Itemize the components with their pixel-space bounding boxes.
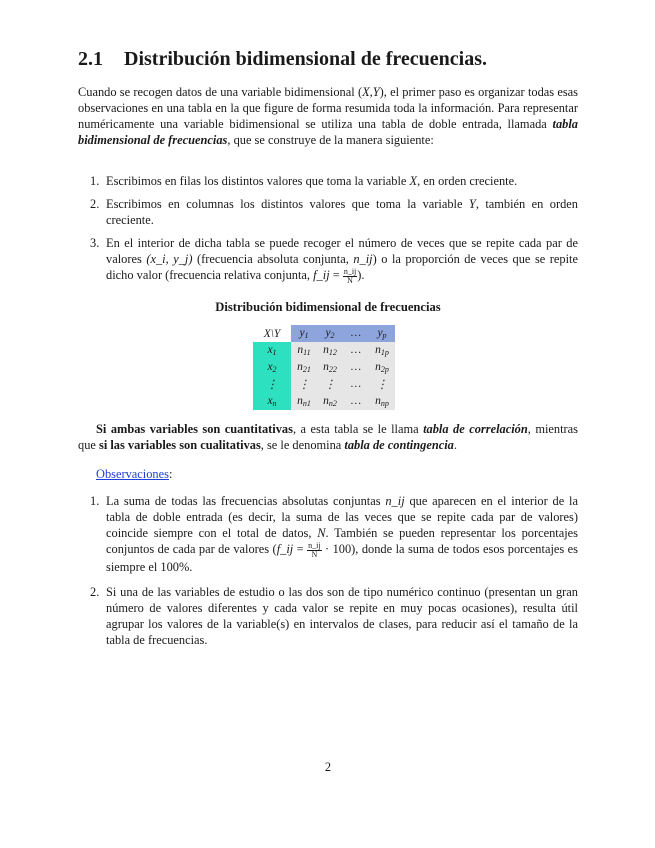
cell-base: … xyxy=(350,344,362,356)
table-cell xyxy=(343,376,369,393)
section-heading xyxy=(78,48,578,71)
cell-base: ⋮ xyxy=(324,379,336,391)
table-cell xyxy=(291,376,317,393)
row-header xyxy=(253,393,291,410)
table-caption: Distribución bidimensional de frecuencias xyxy=(215,300,441,314)
term-tabla-contingencia: tabla de contingencia xyxy=(344,438,454,452)
math-var: Y xyxy=(468,197,476,211)
step-text: (frecuencia absoluta conjunta, xyxy=(192,252,354,266)
cell-sub: 2 xyxy=(330,331,335,340)
cell-sub: n1 xyxy=(302,399,311,408)
row-header xyxy=(253,376,291,393)
summary-text: , mientras que xyxy=(78,422,578,452)
col-header xyxy=(317,325,343,342)
fraction xyxy=(307,542,321,559)
table-cell xyxy=(343,359,369,376)
term-tabla-bidimensional: tabla bidimensional de frecuencias xyxy=(78,117,578,147)
col-header xyxy=(369,325,395,342)
math-mul: · 100 xyxy=(321,542,352,556)
cell-sub: n2 xyxy=(328,399,337,408)
cell-base: n xyxy=(297,395,303,407)
cell-sub: 12 xyxy=(328,348,337,357)
cell-base: n xyxy=(297,344,304,356)
row-header xyxy=(253,342,291,359)
fraction-num: n_ij xyxy=(308,540,321,550)
obs-text: . xyxy=(189,559,193,574)
cell-base: n xyxy=(297,361,303,373)
section-title: Distribución bidimensional de frecuencias. xyxy=(124,48,487,70)
cell-base: y xyxy=(377,327,383,339)
bold-text: si las variables son cualitativas xyxy=(99,438,261,452)
math-nij: n_ij xyxy=(353,252,373,266)
bold-text: Si ambas variables son cuantitativas xyxy=(96,422,293,436)
list-item xyxy=(78,493,578,575)
step-text: En el interior de dicha tabla se puede recoger el número de veces que se repite cada par de valores xyxy=(106,236,578,266)
var-pair: X,Y xyxy=(362,85,380,99)
cell-sub: 11 xyxy=(303,348,311,357)
cell-sub: 2 xyxy=(272,365,277,374)
table-cell xyxy=(343,393,369,410)
cell-sub: 1 xyxy=(304,331,309,340)
cell-base: ⋮ xyxy=(298,379,310,391)
observaciones-link[interactable]: Observaciones xyxy=(96,467,169,481)
table-cell xyxy=(317,376,343,393)
row-header xyxy=(253,359,291,376)
cell-sub: n xyxy=(272,399,277,408)
summary-text: . xyxy=(453,438,457,452)
cell-sub: 1 xyxy=(272,348,277,357)
fraction-num: n_ij xyxy=(343,266,357,276)
cell-sub: p xyxy=(382,331,387,340)
table-cell xyxy=(317,393,343,410)
frequency-table xyxy=(253,325,395,410)
table-row xyxy=(253,393,395,410)
construction-steps xyxy=(78,173,578,292)
col-header xyxy=(343,325,369,342)
math-var: X xyxy=(409,174,418,188)
cell-base: y xyxy=(325,327,331,339)
step-text: ). xyxy=(357,268,365,282)
cell-sub: 1p xyxy=(380,348,389,357)
cell-base: … xyxy=(350,395,362,407)
cell-sub: 2p xyxy=(380,365,389,374)
item-number: 1. xyxy=(90,494,100,508)
math-fij: f_ij xyxy=(313,268,330,282)
cell-base: … xyxy=(350,378,362,390)
cell-base: x xyxy=(267,344,273,356)
fraction xyxy=(343,268,357,285)
summary-paragraph xyxy=(78,421,578,453)
list-item xyxy=(78,173,578,189)
col-header xyxy=(291,325,317,342)
math-eq: = xyxy=(329,268,343,282)
step-text: , también en orden creciente. xyxy=(106,197,578,227)
cell-base: x xyxy=(267,395,273,407)
obs-text: ), donde la suma de todos esos porcentajes es siempre el xyxy=(106,542,578,574)
cell-base: n xyxy=(375,344,381,356)
cell-base: n xyxy=(323,361,329,373)
list-item xyxy=(78,584,578,648)
cell-base: n xyxy=(375,395,381,407)
summary-text: , a esta tabla se le llama xyxy=(292,422,424,436)
table-cell xyxy=(291,393,317,410)
step-number: 2. xyxy=(90,197,100,211)
cell-base: n xyxy=(375,361,381,373)
fraction-den: N xyxy=(311,549,318,559)
table-row xyxy=(253,376,395,393)
cell-base: n xyxy=(323,344,329,356)
section-number: 2.1 xyxy=(78,48,103,70)
math-fij: f_ij xyxy=(276,542,294,556)
cell-base: x xyxy=(267,361,273,373)
obs-text: . También se pueden representar los porcentajes conjuntos de cada par de valores ( xyxy=(106,526,578,556)
list-item xyxy=(78,235,578,285)
cell-base: ⋮ xyxy=(266,379,278,391)
intro-paragraph xyxy=(78,84,578,148)
summary-text: , se le denomina xyxy=(260,438,345,452)
table-cell xyxy=(369,376,395,393)
page-number: 2 xyxy=(324,760,332,774)
step-number: 1. xyxy=(90,174,100,188)
cell-base: ⋮ xyxy=(376,379,388,391)
obs-text: Si una de las variables de estudio o las dos son de tipo numérico continuo (presentan un gran número de valores diferentes y cada valor se repite en muy pocas ocasiones), resulta útil agrupar los valores de la variable(s) en intervalos de clases, para reducir así el tamaño de la tabla de frecuencias. xyxy=(106,584,578,647)
step-text: Escribimos en columnas los distintos valores que toma la variable xyxy=(106,197,469,211)
step-text: Escribimos en filas los distintos valores que toma la variable xyxy=(106,174,410,188)
list-item xyxy=(78,196,578,228)
item-number: 2. xyxy=(90,584,100,599)
table-header-row xyxy=(253,325,395,342)
intro-text: , que se construye de la manera siguiente: xyxy=(227,133,434,147)
math-pct: 100% xyxy=(160,559,190,574)
step-text: , en orden creciente. xyxy=(417,174,518,188)
cell-sub: np xyxy=(380,399,389,408)
obs-text: La suma de todas las frecuencias absolutas conjuntas xyxy=(106,494,386,508)
step-text: ) o la proporción de veces que se repite dicho valor (frecuencia relativa conjunta, xyxy=(106,252,578,282)
table-row xyxy=(253,342,395,359)
table-cell xyxy=(291,359,317,376)
obs-text: que aparecen en el interior de la tabla de doble entrada (es decir, la suma de las veces que se repite cada par de valores) coincide siempre con el total de datos, xyxy=(106,494,578,540)
math-pair: (x_i, y_j) xyxy=(146,252,193,266)
cell-base: … xyxy=(350,361,362,373)
observations-list xyxy=(78,493,578,655)
intro-text: ), el primer paso es organizar todas esas observaciones en una tabla en la que figure de forma resumida toda la información. Para representar numéricamente una variable bidimensional se utiliza una tabla de doble entrada, llamada xyxy=(78,85,578,131)
table-cell xyxy=(343,342,369,359)
math-nij: n_ij xyxy=(385,494,405,508)
math-N: N xyxy=(317,526,326,540)
table-cell xyxy=(317,359,343,376)
cell-sub: 22 xyxy=(328,365,337,374)
observations-heading xyxy=(96,467,172,482)
table-cell xyxy=(369,342,395,359)
table-cell xyxy=(369,393,395,410)
table-row xyxy=(253,359,395,376)
cell-sub: 21 xyxy=(302,365,311,374)
cell-base: … xyxy=(350,327,362,339)
math-eq: = xyxy=(293,542,308,556)
intro-text: Cuando se recogen datos de una variable bidimensional ( xyxy=(78,85,363,99)
corner-cell: X\Y xyxy=(263,327,281,340)
colon: : xyxy=(168,467,173,481)
table-cell xyxy=(317,342,343,359)
cell-base: n xyxy=(323,395,329,407)
table-cell xyxy=(291,342,317,359)
term-tabla-correlacion: tabla de correlación xyxy=(423,422,528,436)
table-cell xyxy=(369,359,395,376)
fraction-den: N xyxy=(347,275,353,285)
step-number: 3. xyxy=(90,236,100,250)
cell-base: y xyxy=(299,327,305,339)
